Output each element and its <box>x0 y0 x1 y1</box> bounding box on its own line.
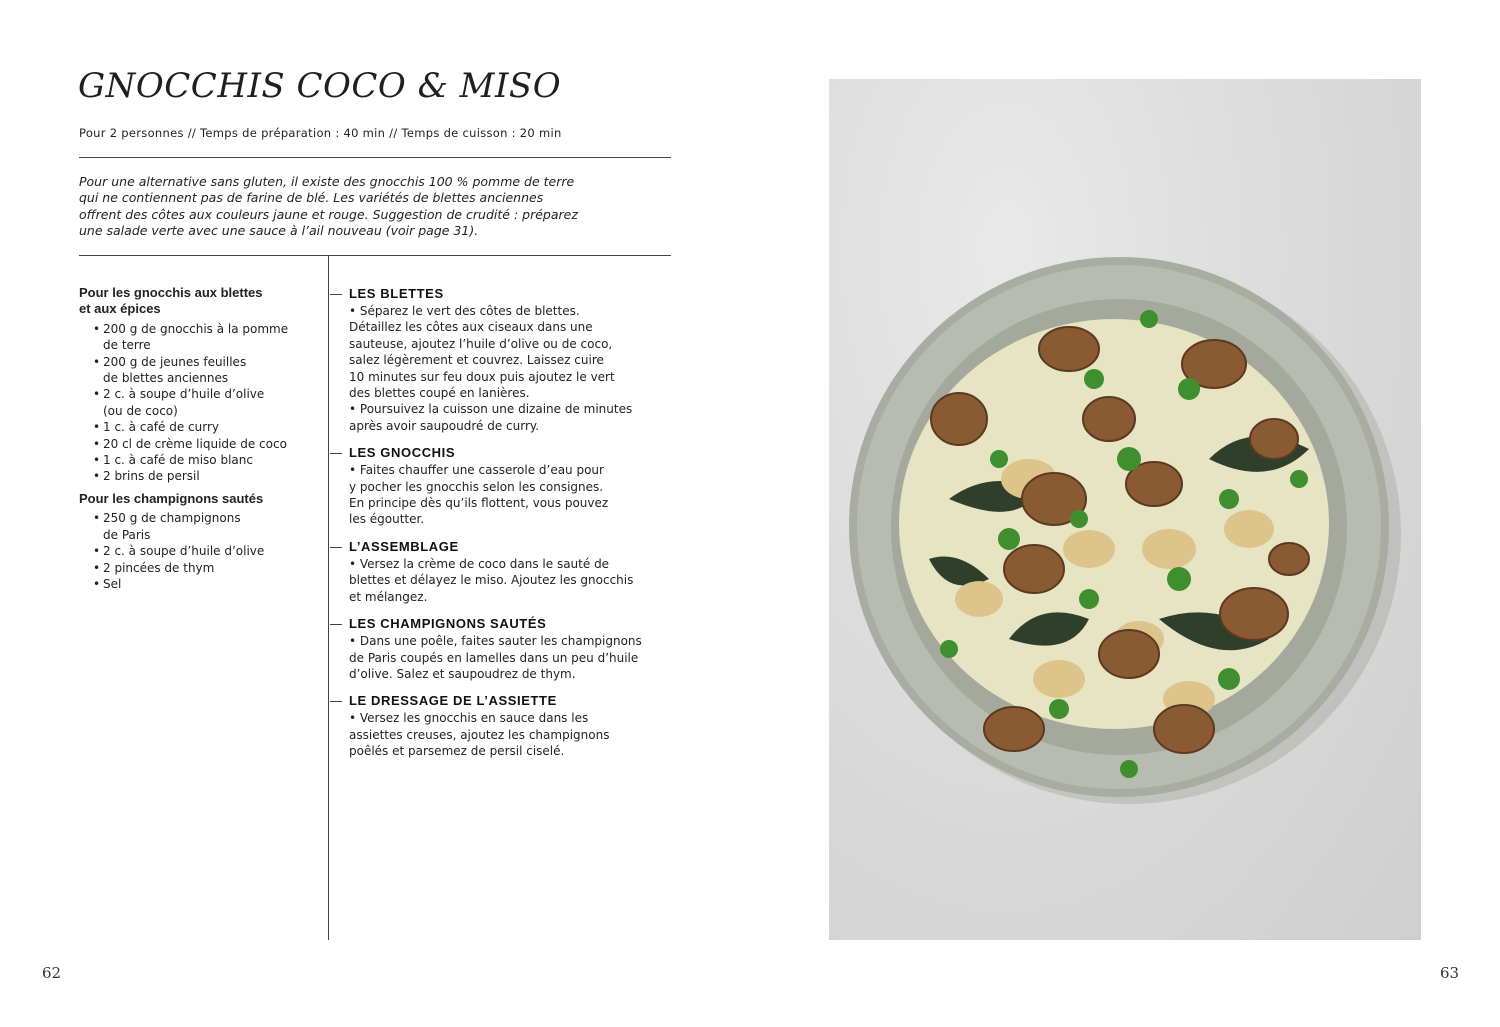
ingredient-item: • 200 g de jeunes feuilles de blettes anciennes <box>79 354 324 387</box>
intro-text <box>79 174 659 239</box>
divider-top <box>79 157 671 158</box>
intro-line: une salade verte avec une sauce à l’ail nouveau (voir page 31). <box>79 222 479 238</box>
step-dressage <box>330 692 675 759</box>
step-tick <box>330 547 342 548</box>
ingredient-item: • 2 c. à soupe d’huile d’olive (ou de coco) <box>79 386 324 419</box>
ingredient-group-heading <box>79 491 324 507</box>
step-tick <box>330 453 342 454</box>
steps-column <box>330 285 675 770</box>
step-text: • Faites chauffer une casserole d’eau pour y pocher les gnocchis selon les consignes. En principe dès qu’ils flottent, vous pouvez les égoutter. <box>349 463 609 527</box>
ingredient-item: • 200 g de gnocchis à la pomme de terre <box>79 321 324 354</box>
dish-photo <box>829 79 1421 940</box>
heading-line: Pour les champignons sautés <box>79 490 264 506</box>
divider-middle <box>79 255 671 256</box>
intro-line: offrent des côtes aux couleurs jaune et rouge. Suggestion de crudité : préparez <box>79 206 578 222</box>
ingredient-item: • 20 cl de crème liquide de coco <box>79 436 324 452</box>
step-champignons <box>330 615 675 682</box>
step-gnocchis <box>330 444 675 528</box>
step-tick <box>330 294 342 295</box>
step-heading: LES CHAMPIGNONS SAUTÉS <box>330 615 675 633</box>
heading-line: et aux épices <box>79 301 161 317</box>
step-heading: LE DRESSAGE DE L’ASSIETTE <box>330 692 675 710</box>
heading-line: Pour les gnocchis aux blettes <box>79 285 263 300</box>
ingredients-column <box>79 285 324 598</box>
step-tick <box>330 624 342 625</box>
recipe-meta: Pour 2 personnes // Temps de préparation : 40 min // Temps de cuisson : 20 min <box>79 126 562 140</box>
step-text: • Versez la crème de coco dans le sauté de blettes et délayez le miso. Ajoutez les gnocchis et mélangez. <box>349 556 634 604</box>
step-heading: LES BLETTES <box>330 285 675 303</box>
ingredient-item: • Sel <box>79 576 324 592</box>
ingredient-item: • 1 c. à café de miso blanc <box>79 452 324 468</box>
ingredient-list <box>79 321 324 485</box>
ingredient-item: • 2 pincées de thym <box>79 560 324 576</box>
step-heading: LES GNOCCHIS <box>330 444 675 462</box>
intro-line: qui ne contiennent pas de farine de blé. Les variétés de blettes anciennes <box>79 190 544 206</box>
ingredient-item: • 2 brins de persil <box>79 468 324 484</box>
recipe-title: GNOCCHIS COCO & MISO <box>78 66 562 106</box>
dish-illustration <box>829 79 1421 940</box>
ingredient-item: • 2 c. à soupe d’huile d’olive <box>79 543 324 559</box>
step-text: • Versez les gnocchis en sauce dans les assiettes creuses, ajoutez les champignons poêlés et parsemez de persil ciselé. <box>349 711 610 759</box>
step-text: • Dans une poêle, faites sauter les champignons de Paris coupés en lamelles dans un peu d’huile d’olive. Salez et saupoudrez de thym. <box>349 634 642 681</box>
page-number-right: 63 <box>1440 964 1460 982</box>
ingredient-list <box>79 510 324 592</box>
step-tick <box>330 701 342 702</box>
step-text: • Séparez le vert des côtes de blettes. Détaillez les côtes aux ciseaux dans une sauteuse, ajoutez l’huile d’olive ou de coco, salez légèrement et couvrez. Laissez cuire 10 minutes sur feu doux puis ajoutez le vert des blettes coupé en lanières. • Poursuivez la cuisson une dizaine de minutes après avoir saupoudré de curry. <box>349 304 633 433</box>
column-divider <box>328 256 329 940</box>
ingredient-item: • 250 g de champignons de Paris <box>79 510 324 543</box>
step-assemblage <box>330 538 675 605</box>
intro-line: Pour une alternative sans gluten, il existe des gnocchis 100 % pomme de terre <box>79 174 575 189</box>
page-number-left: 62 <box>42 964 62 982</box>
step-blettes <box>330 285 675 434</box>
ingredient-group-heading <box>79 285 324 318</box>
step-heading: L’ASSEMBLAGE <box>330 538 675 556</box>
ingredient-item: • 1 c. à café de curry <box>79 419 324 435</box>
